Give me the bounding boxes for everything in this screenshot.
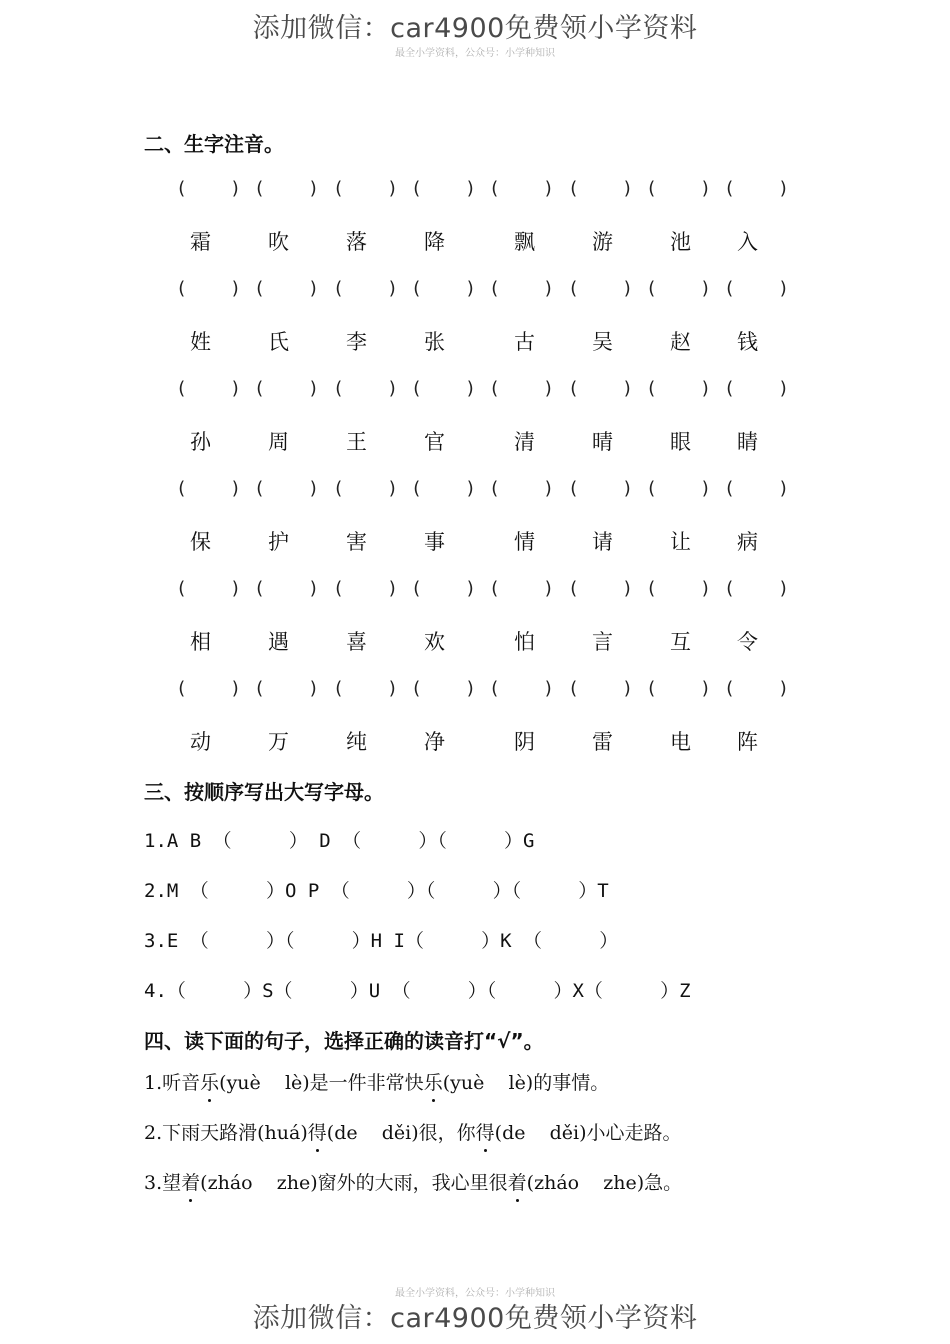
char-row — [0, 526, 950, 556]
pinyin-blank: ( ) — [489, 478, 555, 499]
dotted-char: 乐 — [200, 1068, 219, 1095]
pinyin-blank: ( ) — [568, 478, 634, 499]
paren-row — [0, 378, 950, 408]
chinese-character: 阵 — [737, 730, 758, 754]
pinyin-blank: ( ) — [646, 678, 712, 699]
pinyin-blank: ( ) — [411, 378, 477, 399]
chinese-character: 睛 — [737, 430, 758, 454]
dotted-char: 着 — [181, 1168, 200, 1195]
paren-row — [0, 178, 950, 208]
char-row — [0, 326, 950, 356]
chinese-character: 晴 — [592, 430, 613, 454]
pinyin-blank: ( ) — [333, 178, 399, 199]
chinese-character: 请 — [592, 530, 613, 554]
chinese-character: 落 — [346, 230, 367, 254]
pinyin-blank: ( ) — [254, 478, 320, 499]
chinese-character: 官 — [424, 430, 445, 454]
pinyin-blank: ( ) — [333, 378, 399, 399]
chinese-character: 氏 — [268, 330, 289, 354]
faint-footer-text: 最全小学资料，公众号：小学种知识 — [395, 1288, 555, 1299]
dotted-char: 着 — [508, 1168, 527, 1195]
chinese-character: 阴 — [514, 730, 535, 754]
chinese-character: 孙 — [190, 430, 211, 454]
pinyin-blank: ( ) — [333, 478, 399, 499]
pinyin-blank: ( ) — [176, 378, 242, 399]
chinese-character: 让 — [670, 530, 691, 554]
paren-row — [0, 678, 950, 708]
chinese-character: 令 — [737, 630, 758, 654]
chinese-character: 周 — [268, 430, 289, 454]
chinese-character: 情 — [514, 530, 535, 554]
alphabet-line-1: 1.A B （ ） D （ ）（ ）G — [144, 830, 535, 852]
pinyin-blank: ( ) — [254, 578, 320, 599]
pinyin-blank: ( ) — [411, 178, 477, 199]
chinese-character: 入 — [737, 230, 758, 254]
pinyin-blank: ( ) — [411, 578, 477, 599]
pinyin-blank: ( ) — [333, 578, 399, 599]
pinyin-blank: ( ) — [489, 378, 555, 399]
chinese-character: 言 — [592, 630, 613, 654]
pinyin-blank: ( ) — [568, 678, 634, 699]
pinyin-blank: ( ) — [646, 378, 712, 399]
chinese-character: 飘 — [514, 230, 535, 254]
faint-header-text: 最全小学资料，公众号：小学种知识 — [395, 48, 555, 59]
chinese-character: 赵 — [670, 330, 691, 354]
bottom-banner: 添加微信：car4900免费领小学资料 — [252, 1303, 698, 1334]
chinese-character: 动 — [190, 730, 211, 754]
pinyin-blank: ( ) — [254, 278, 320, 299]
pinyin-blank: ( ) — [724, 578, 790, 599]
pinyin-blank: ( ) — [724, 678, 790, 699]
chinese-character: 钱 — [737, 330, 758, 354]
pinyin-blank: ( ) — [333, 678, 399, 699]
pinyin-blank: ( ) — [333, 278, 399, 299]
chinese-character: 病 — [737, 530, 758, 554]
pinyin-blank: ( ) — [489, 678, 555, 699]
chinese-character: 怕 — [514, 630, 535, 654]
dotted-char: 乐 — [424, 1068, 443, 1095]
chinese-character: 池 — [670, 230, 691, 254]
alphabet-line-3: 3.E （ ）（ ）H I（ ）K （ ） — [144, 930, 619, 952]
chinese-character: 净 — [424, 730, 445, 754]
chinese-character: 互 — [670, 630, 691, 654]
chinese-character: 事 — [424, 530, 445, 554]
pinyin-blank: ( ) — [724, 478, 790, 499]
pinyin-blank: ( ) — [254, 378, 320, 399]
alphabet-line-4: 4.（ ）S（ ）U （ ）（ ）X（ ）Z — [144, 980, 691, 1002]
chinese-character: 张 — [424, 330, 445, 354]
pinyin-blank: ( ) — [176, 478, 242, 499]
chinese-character: 王 — [346, 430, 367, 454]
paren-row — [0, 478, 950, 508]
chinese-character: 姓 — [190, 330, 211, 354]
pinyin-blank: ( ) — [411, 478, 477, 499]
alphabet-line-2: 2.M （ ）O P （ ）（ ）（ ）T — [144, 880, 609, 902]
section-3-title: 三、按顺序写出大写字母。 — [144, 780, 384, 804]
pinyin-blank: ( ) — [646, 478, 712, 499]
pinyin-blank: ( ) — [411, 678, 477, 699]
pinyin-blank: ( ) — [254, 178, 320, 199]
pinyin-blank: ( ) — [646, 578, 712, 599]
pinyin-blank: ( ) — [568, 378, 634, 399]
pinyin-blank: ( ) — [724, 378, 790, 399]
pinyin-blank: ( ) — [176, 678, 242, 699]
chinese-character: 雷 — [592, 730, 613, 754]
chinese-character: 保 — [190, 530, 211, 554]
chinese-character: 护 — [268, 530, 289, 554]
chinese-character: 遇 — [268, 630, 289, 654]
chinese-character: 古 — [514, 330, 535, 354]
pinyin-blank: ( ) — [411, 278, 477, 299]
chinese-character: 相 — [190, 630, 211, 654]
pinyin-blank: ( ) — [724, 278, 790, 299]
char-row — [0, 426, 950, 456]
char-row — [0, 726, 950, 756]
pinyin-blank: ( ) — [176, 278, 242, 299]
paren-row — [0, 578, 950, 608]
paren-row — [0, 278, 950, 308]
sentence-1: 1.听音乐(yuè lè)是一件非常快乐(yuè lè)的事情。 — [144, 1068, 609, 1095]
pinyin-blank: ( ) — [489, 578, 555, 599]
pinyin-blank: ( ) — [568, 178, 634, 199]
section-2-title: 二、生字注音。 — [144, 132, 284, 156]
section-4-title: 四、读下面的句子，选择正确的读音打“√”。 — [144, 1029, 544, 1053]
pinyin-blank: ( ) — [176, 178, 242, 199]
chinese-character: 吹 — [268, 230, 289, 254]
pinyin-blank: ( ) — [646, 278, 712, 299]
chinese-character: 游 — [592, 230, 613, 254]
pinyin-blank: ( ) — [489, 178, 555, 199]
char-row — [0, 226, 950, 256]
pinyin-blank: ( ) — [176, 578, 242, 599]
chinese-character: 电 — [670, 730, 691, 754]
dotted-char: 得 — [476, 1118, 495, 1145]
chinese-character: 李 — [346, 330, 367, 354]
chinese-character: 吴 — [592, 330, 613, 354]
dotted-char: 得 — [308, 1118, 327, 1145]
sentence-2: 2.下雨天路滑(huá)得(de děi)很，你得(de děi)小心走路。 — [144, 1118, 682, 1145]
chinese-character: 喜 — [346, 630, 367, 654]
pinyin-blank: ( ) — [568, 278, 634, 299]
chinese-character: 霜 — [190, 230, 211, 254]
chinese-character: 眼 — [670, 430, 691, 454]
chinese-character: 纯 — [346, 730, 367, 754]
chinese-character: 清 — [514, 430, 535, 454]
top-banner: 添加微信：car4900免费领小学资料 — [252, 13, 698, 44]
chinese-character: 降 — [424, 230, 445, 254]
pinyin-blank: ( ) — [568, 578, 634, 599]
pinyin-blank: ( ) — [254, 678, 320, 699]
pinyin-blank: ( ) — [646, 178, 712, 199]
pinyin-blank: ( ) — [489, 278, 555, 299]
sentence-3: 3.望着(zháo zhe)窗外的大雨，我心里很着(zháo zhe)急。 — [144, 1168, 682, 1195]
chinese-character: 欢 — [424, 630, 445, 654]
pinyin-blank: ( ) — [724, 178, 790, 199]
chinese-character: 害 — [346, 530, 367, 554]
chinese-character: 万 — [268, 730, 289, 754]
char-row — [0, 626, 950, 656]
